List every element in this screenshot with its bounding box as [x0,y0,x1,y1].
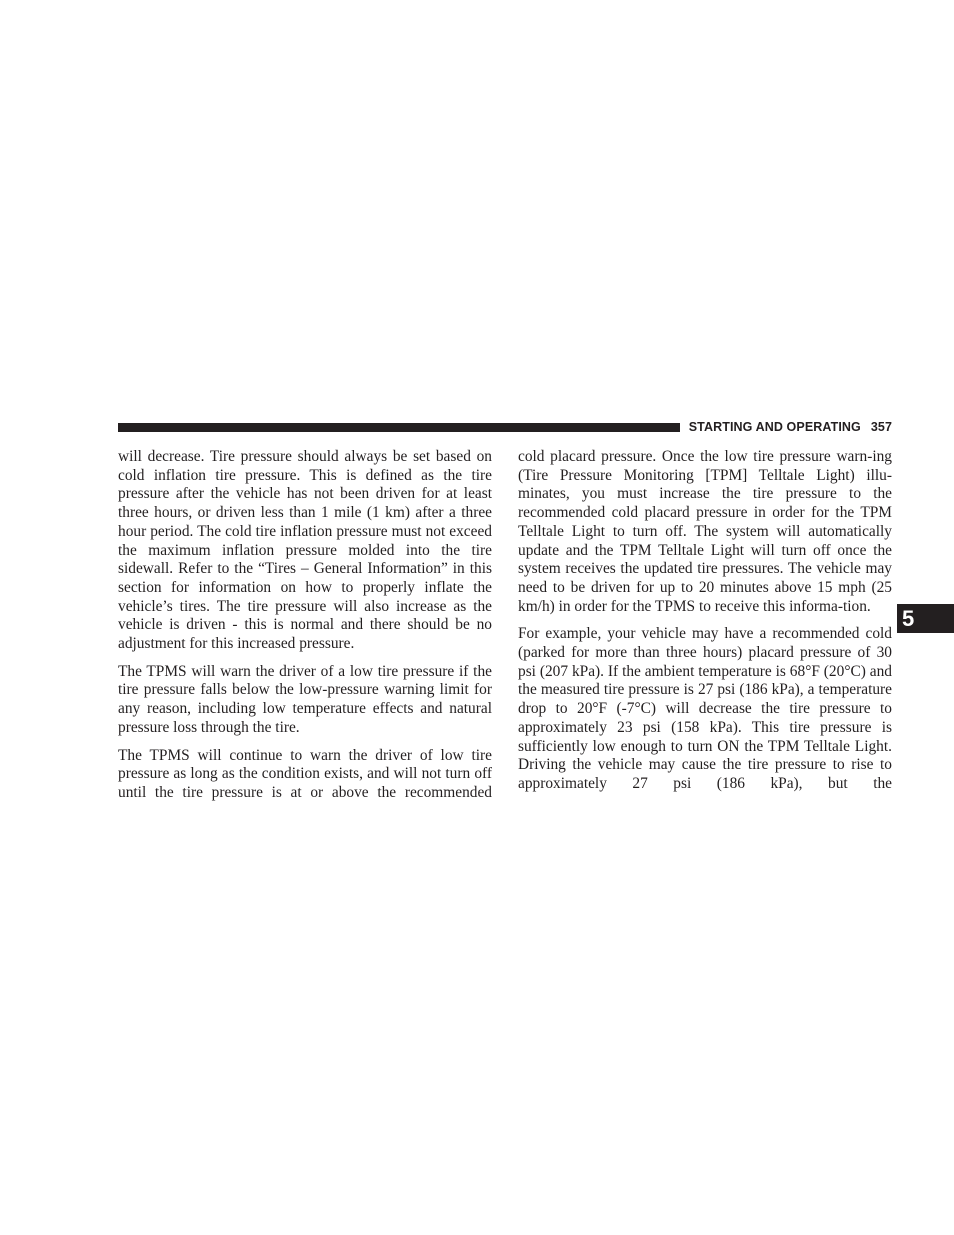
right-column [518,448,892,803]
chapter-number: 5 [902,606,915,631]
paragraph: For example, your vehicle may have a recommended cold (parked for more than three hours) placard pressure of 30 psi (207 kPa). If the ambient temperature is 68°F (20°C) and the measured tire pressure is 27 psi (186 kPa), a temperature drop to 20°F (-7°C) will decrease the tire pressure to approximately 23 psi (158 kPa). This tire pressure is sufficiently low enough to turn ON the TPM Telltale Light. Driving the vehicle may cause the tire pressure to rise to approximately 27 psi (186 kPa), but the [518,625,892,792]
chapter-tab [897,604,954,633]
section-title: STARTING AND OPERATING [688,420,861,434]
paragraph: cold placard pressure. Once the low tire pressure warn-ing (Tire Pressure Monitoring [TPM] Telltale Light) illu-minates, you must increase the tire pressure to the recommended cold placard pressure in order for the TPM Telltale Light to turn off. The system will automatically update and the TPM Telltale Light will turn off once the system receives the updated tire pressures. The vehicle may need to be driven for up to 20 minutes above 15 mph (25 km/h) in order for the TPMS to receive this informa-tion. [518,448,892,615]
paragraph: The TPMS will continue to warn the driver of low tire pressure as long as the condition exists, and will not turn off until the tire pressure is at or above the recommended [118,746,492,801]
header-rule [118,423,680,432]
paragraph: will decrease. Tire pressure should always be set based on cold inflation tire pressure. This is defined as the tire pressure after the vehicle has not been driven for at least three hours, or driven less than 1 mile (1 km) after a three hour period. The cold tire inflation pressure must not exceed the maximum inflation pressure molded into the tire sidewall. Refer to the “Tires – General Information” in this section for information on how to properly inflate the vehicle’s tires. The tire pressure will also increase as the vehicle is driven - this is normal and there should be no adjustment for this increased pressure. [118,448,492,653]
page-number: 357 [870,420,892,434]
paragraph: The TPMS will warn the driver of a low tire pressure if the tire pressure falls below the low-pressure warning limit for any reason, including low temperature effects and natural pressure loss through the tire. [118,662,492,736]
running-head [689,419,892,435]
left-column [118,448,492,812]
